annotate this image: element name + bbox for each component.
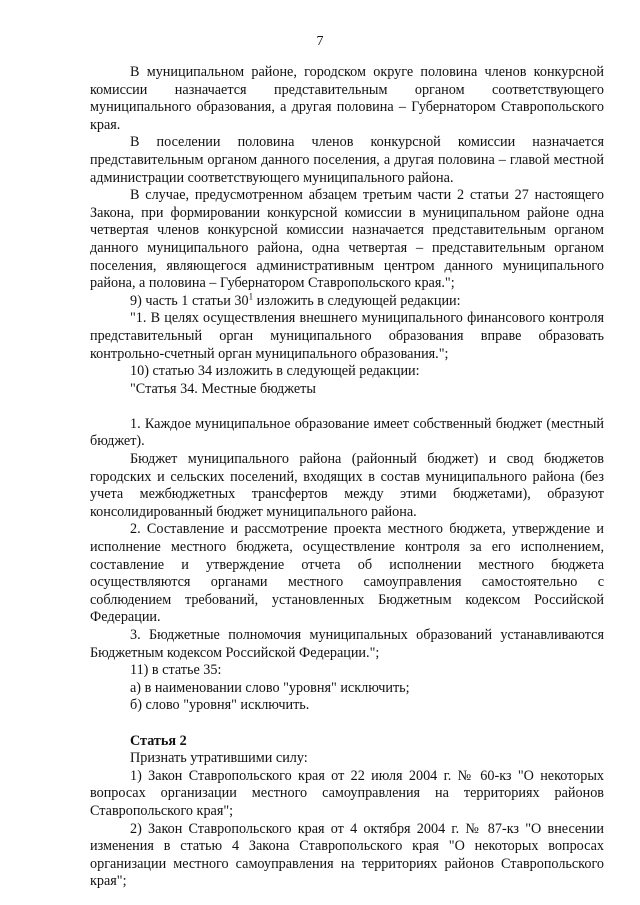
paragraph: 11) в статье 35:	[130, 662, 222, 679]
paragraph-amendment-9	[90, 290, 604, 311]
amendment-9-text-end: изложить в следующей редакции:	[253, 292, 461, 309]
paragraph: 2. Составление и рассмотрение проекта местного бюджета, утверждение и исполнение местного бюджета, осуществление контроля за его исполнением, составление и утверждение отчета об исполнении местного бюджета осуществляются органами местного самоуправления самостоятельно с соблюдением требований, установленных Бюджетным кодексом Российской Федерации.	[90, 521, 604, 626]
paragraph: 1) Закон Ставропольского края от 22 июля 2004 г. № 60-кз "О некоторых вопросах организации местного самоуправления на территориях районов Ставропольского края";	[90, 767, 604, 819]
paragraph: В муниципальном районе, городском округе половина членов конкурсной комиссии назначается представительным органом соответствующего муниципального образования, а другая половина – Губернатором Ставропольского края.	[90, 64, 604, 133]
paragraph: а) в наименовании слово "уровня" исключить;	[130, 679, 410, 696]
document-body	[90, 64, 604, 891]
article-34-title: "Статья 34. Местные бюджеты	[130, 380, 316, 397]
paragraph: б) слово "уровня" исключить.	[130, 697, 310, 714]
paragraph: "1. В целях осуществления внешнего муниципального финансового контроля представительный орган муниципального образования вправе образовать контрольно-счетный орган муниципального образования.";	[90, 310, 604, 362]
paragraph: В поселении половина членов конкурсной комиссии назначается представительным органом данного поселения, а другая половина – главой местной администрации соответствующего муниципального района.	[90, 134, 604, 186]
superscript: 1	[248, 290, 254, 301]
paragraph: Бюджет муниципального района (районный бюджет) и свод бюджетов городских и сельских поселений, входящих в состав муниципального района (без учета межбюджетных трансфертов между этими бюджетами), образуют консолидированный бюджет муниципального района.	[90, 451, 604, 520]
paragraph: 1. Каждое муниципальное образование имеет собственный бюджет (местный бюджет).	[90, 415, 604, 450]
paragraph: 2) Закон Ставропольского края от 4 октября 2004 г. № 87-кз "О внесении изменения в статью 4 Закона Ставропольского края "О некоторых вопросах организации местного самоуправления на территориях районов Ставропольского края";	[90, 820, 604, 890]
paragraph: В случае, предусмотренном абзацем третьим части 2 статьи 27 настоящего Закона, при формировании конкурсной комиссии в муниципальном районе одна четвертая членов конкурсной комиссии назначается представительным органом данного муниципального района, одна четвертая – представительным органом поселения, являющегося административным центром данного муниципального района, а половина – Губернатором Ставропольского края.";	[90, 187, 604, 292]
spacer	[90, 398, 604, 416]
page-number: 7	[316, 34, 324, 49]
article-2-heading: Статья 2	[130, 732, 187, 749]
paragraph: 10) статью 34 изложить в следующей редакции:	[130, 363, 420, 380]
amendment-9-text: 9) часть 1 статьи 30	[130, 292, 249, 309]
paragraph: Признать утратившими силу:	[130, 750, 308, 767]
spacer	[90, 715, 604, 733]
paragraph: 3. Бюджетные полномочия муниципальных образований устанавливаются Бюджетным кодексом Российской Федерации.";	[90, 627, 604, 661]
